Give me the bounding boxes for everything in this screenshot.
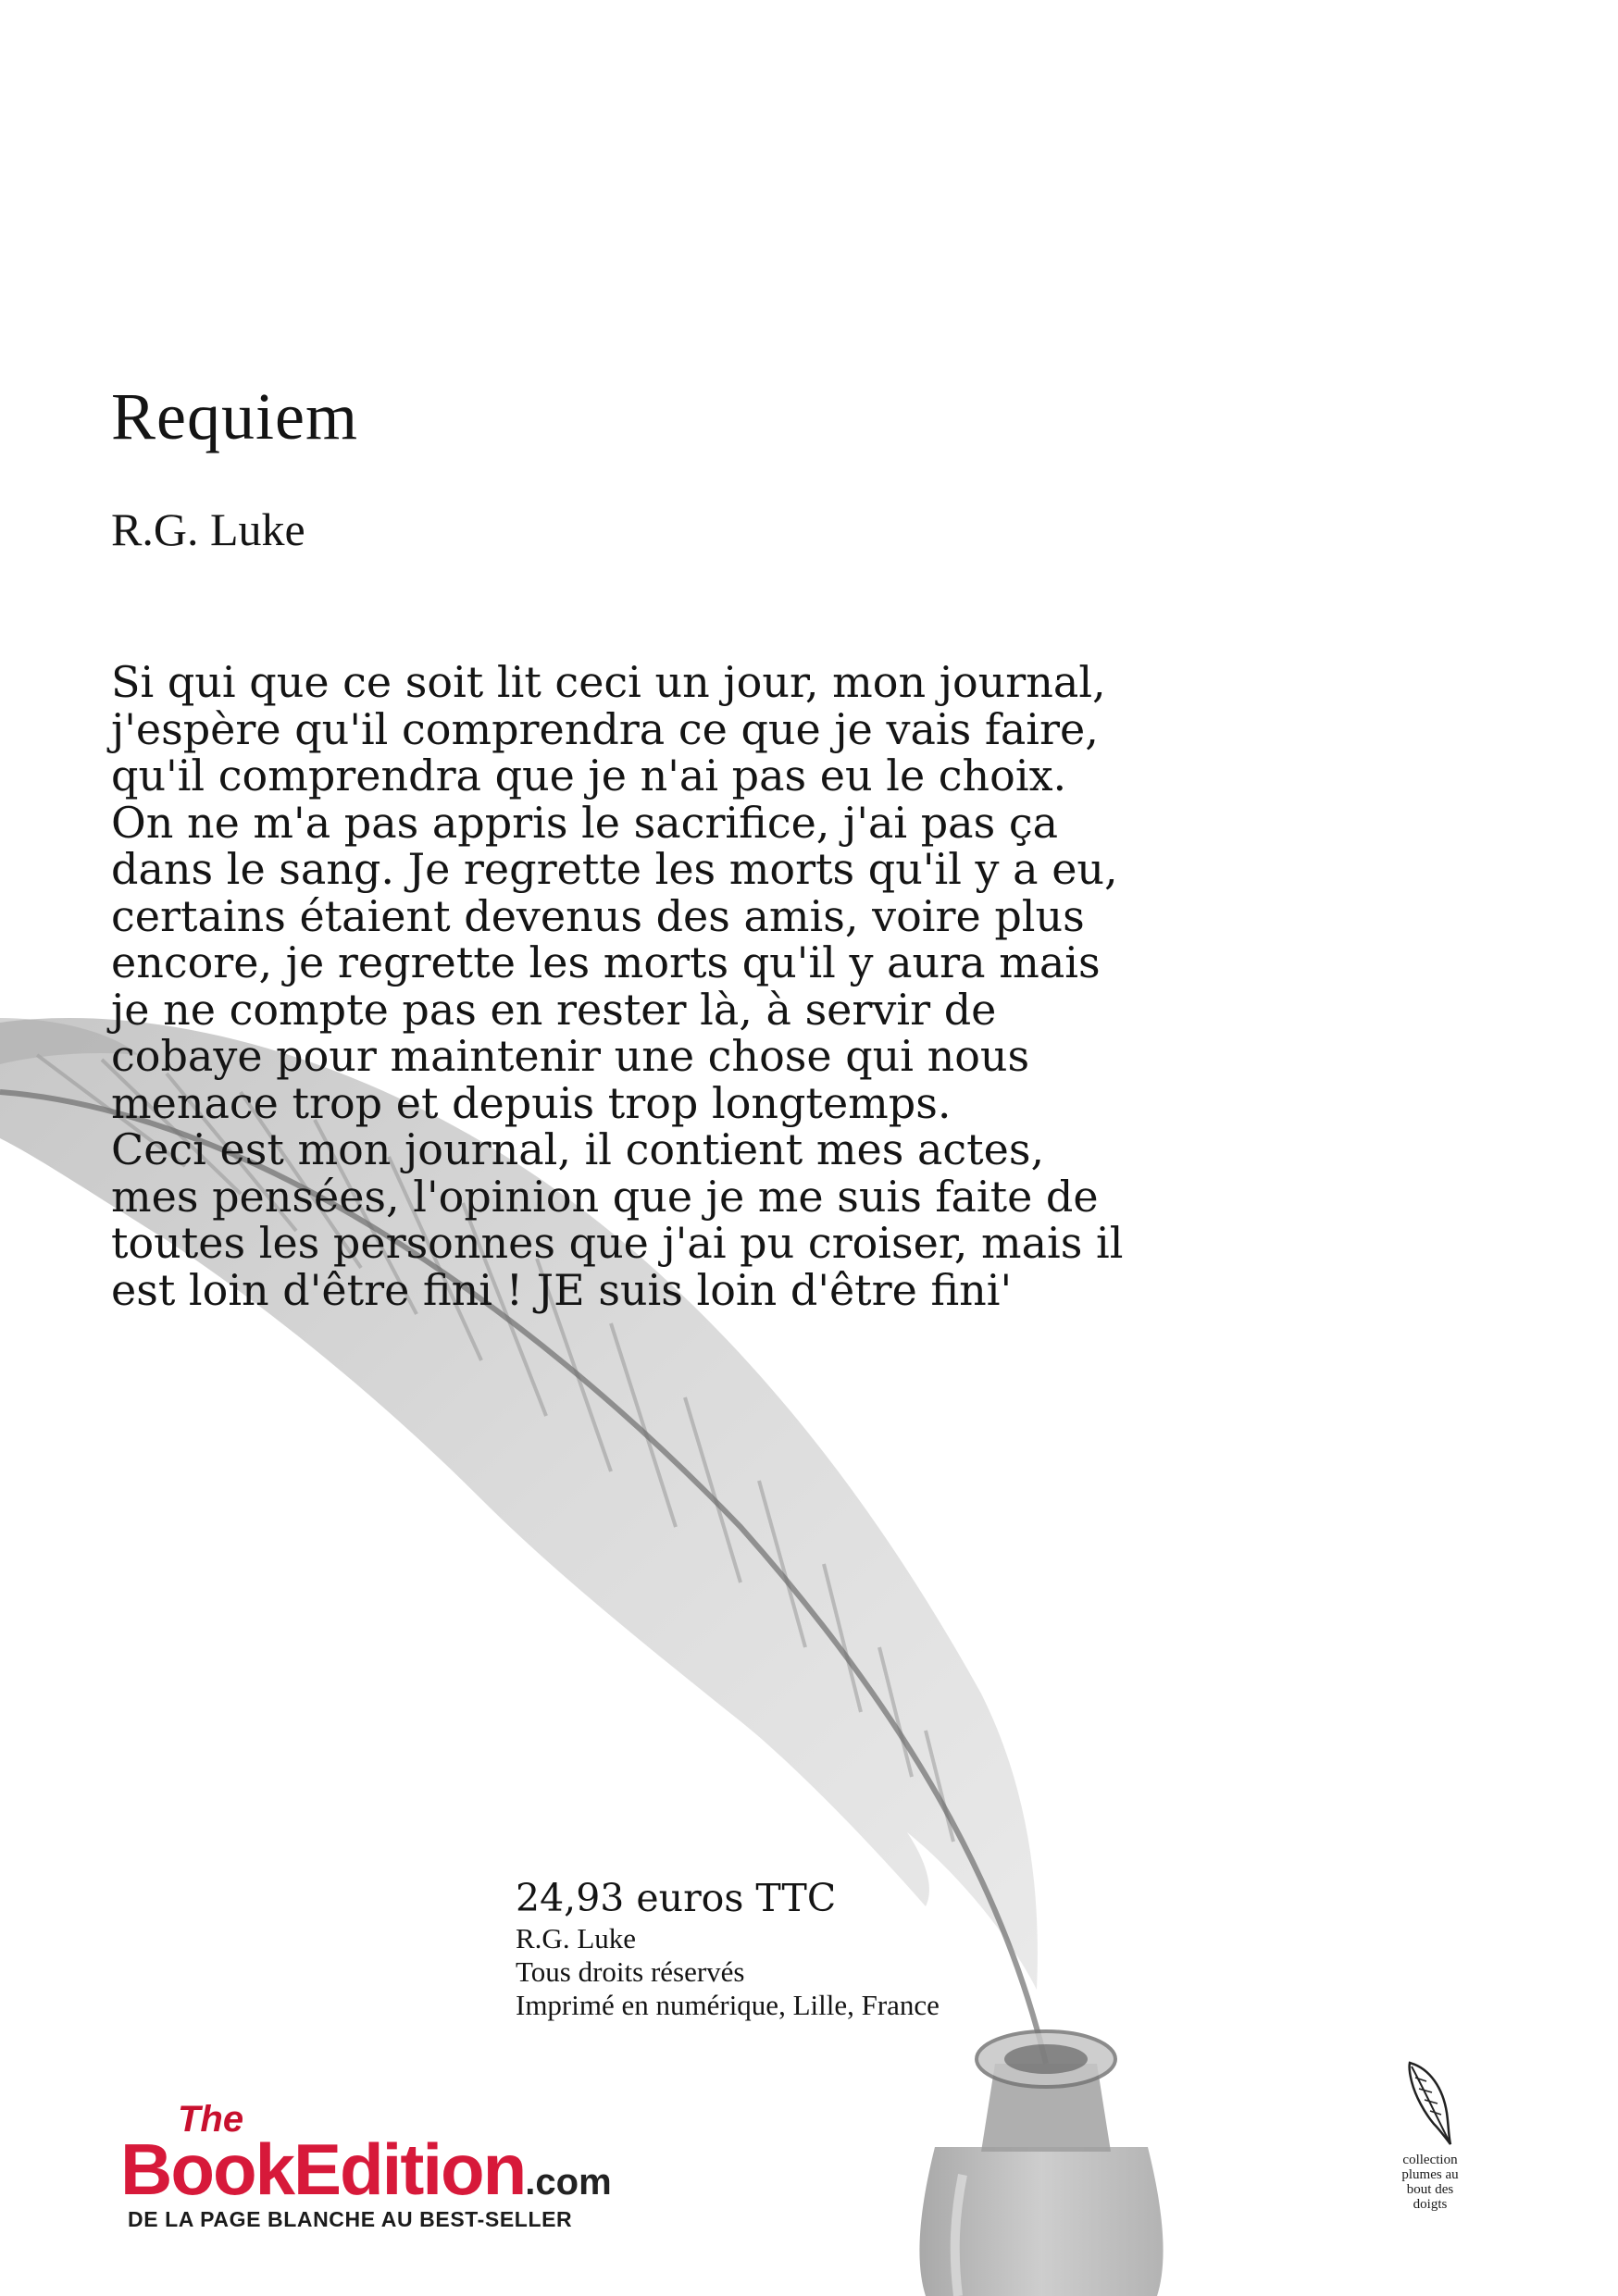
collection-label <box>1388 2153 1472 2212</box>
blurb-line: encore, je regrette les morts qu'il y aura mais <box>111 937 1101 987</box>
blurb-line: dans le sang. Je regrette les morts qu'il y a eu, <box>111 844 1118 894</box>
blurb-line: je ne compte pas en rester là, à servir de <box>111 984 997 1035</box>
book-title: Requiem <box>111 379 358 453</box>
publisher-domain: .com <box>525 2162 612 2203</box>
blurb-line: cobaye pour maintenir une chose qui nous <box>111 1031 1030 1081</box>
blurb-line: toutes les personnes que j'ai pu croiser, mais il <box>111 1218 1124 1268</box>
collection-line: doigts <box>1413 2197 1448 2212</box>
blurb-line: est loin d'être fini ! JE suis loin d'être fini' <box>111 1264 1013 1315</box>
blurb-line: certains étaient devenus des amis, voire plus <box>111 890 1085 941</box>
collection-line: bout des <box>1406 2182 1454 2197</box>
blurb-line: mes pensées, l'opinion que je me suis faite de <box>111 1171 1099 1222</box>
publisher-name-text: BookEdition <box>120 2128 526 2210</box>
publisher-tagline: DE LA PAGE BLANCHE AU BEST-SELLER <box>128 2207 573 2231</box>
price: 24,93 euros TTC <box>516 1876 837 1920</box>
collection-line: collection <box>1402 2153 1458 2167</box>
blurb-line: Ceci est mon journal, il contient mes actes, <box>111 1124 1045 1174</box>
collection-line: plumes au <box>1401 2167 1459 2182</box>
blurb-line: menace trop et depuis trop longtemps. <box>111 1077 952 1128</box>
printing-info: Imprimé en numérique, Lille, France <box>516 1989 940 2021</box>
blurb-line: j'espère qu'il comprendra ce que je vais faire, <box>111 703 1099 754</box>
book-author: R.G. Luke <box>111 503 305 555</box>
blurb-line: Si qui que ce soit lit ceci un jour, mon journal, <box>111 657 1106 707</box>
publisher-prefix: The <box>178 2099 244 2140</box>
collection-mark <box>1388 2059 1472 2212</box>
rights-notice: Tous droits réservés <box>516 1955 745 1988</box>
back-cover-blurb <box>111 659 1296 1313</box>
blurb-line: qu'il comprendra que je n'ai pas eu le choix. <box>111 751 1067 800</box>
inkwell-icon <box>919 2031 1163 2296</box>
imprint-block <box>516 1874 1164 2022</box>
imprint-author: R.G. Luke <box>516 1922 637 1955</box>
collection-quill-icon <box>1402 2059 1458 2147</box>
publisher-logo <box>120 2101 676 2230</box>
blurb-line: On ne m'a pas appris le sacrifice, j'ai pas ça <box>111 797 1059 848</box>
publisher-name <box>120 2128 612 2219</box>
